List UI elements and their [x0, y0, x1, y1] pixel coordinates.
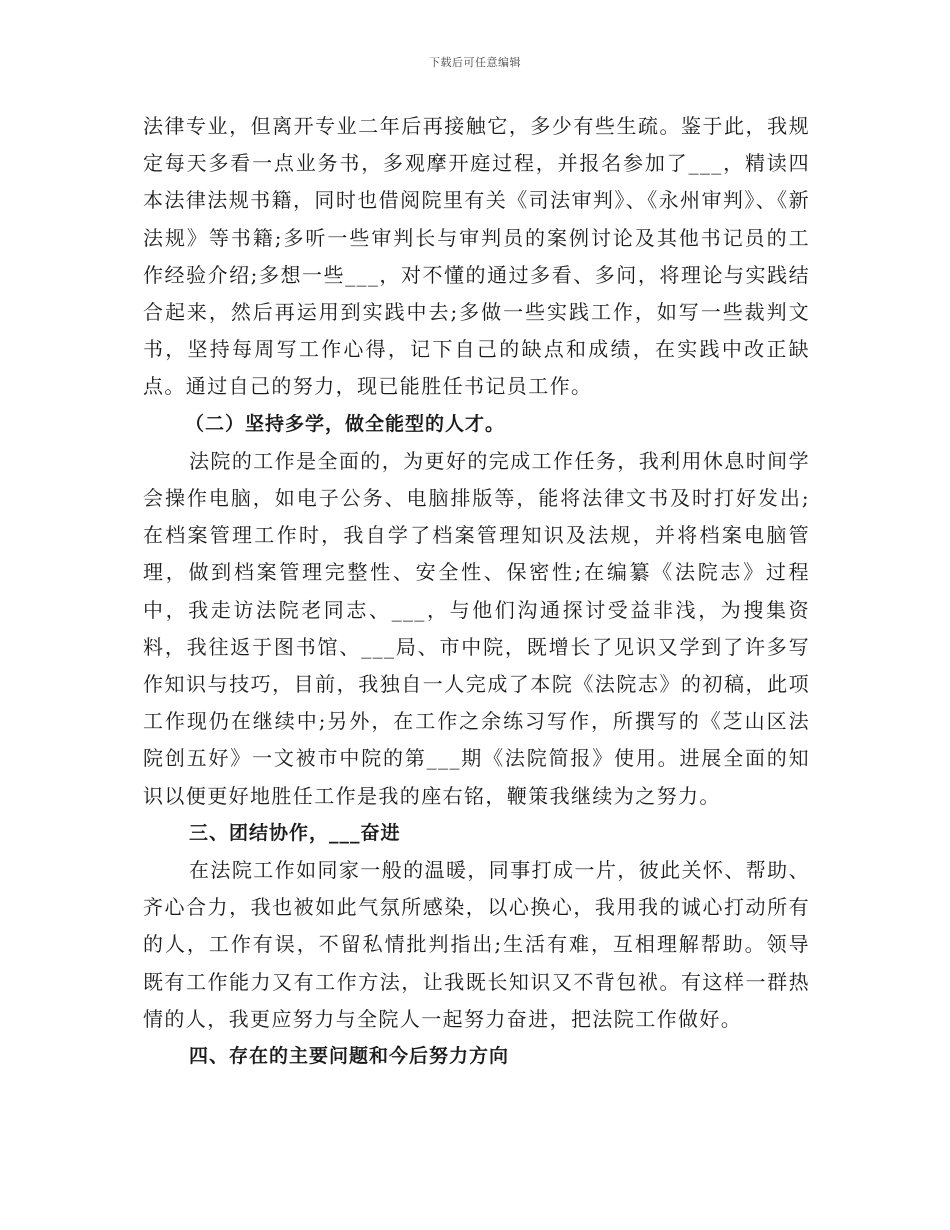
section-heading-learning: （二）坚持多学，做全能型的人才。	[185, 412, 506, 435]
paragraph-teamwork: 在法院工作如同家一般的温暖，同事打成一片，彼此关怀、帮助、齐心合力，我也被如此气氛所感染，以心换心，我用我的诚心打动所有的人，工作有误，不留私情批判指出;生活有难，互相理解帮助。领导既有工作能力又有工作方法，让我既长知识又不背包袱。有这样一群热情的人，我更应努力与全院人一起努力奋进，把法院工作做好。	[143, 858, 810, 1031]
section-heading-teamwork: 三、团结协作，___奋进	[189, 821, 401, 844]
paragraph-all-round-skills: 法院的工作是全面的，为更好的完成工作任务，我利用休息时间学会操作电脑，如电子公务、电脑排版等，能将法律文书及时打好发出;在档案管理工作时，我自学了档案管理知识及法规，并将档案电脑管理，做到档案管理完整性、安全性、保密性;在编纂《法院志》过程中，我走访法院老同志、___，与他们沟通探讨受益非浅，为搜集资料，我往返于图书馆、___局、市中院，既增长了见识又学到了许多写作知识与技巧，目前，我独自一人完成了本院《法院志》的初稿，此项工作现仍在继续中;另外，在工作之余练习写作，所撰写的《芝山区法院创五好》一文被市中院的第___期《法院简报》使用。进展全面的知识以便更好地胜任工作是我的座右铭，鞭策我继续为之努力。	[143, 448, 810, 808]
document-body	[143, 108, 810, 1075]
page-header: 下载后可任意编辑	[429, 56, 521, 69]
section-heading-problems: 四、存在的主要问题和今后努力方向	[189, 1045, 510, 1068]
paragraph-legal-study: 法律专业，但离开专业二年后再接触它，多少有些生疏。鉴于此，我规定每天多看一点业务书，多观摩开庭过程，并报名参加了___，精读四本法律法规书籍，同时也借阅院里有关《司法审判》、《永州审判》、《新法规》等书籍;多听一些审判长与审判员的案例讨论及其他书记员的工作经验介绍;多想一些___，对不懂的通过多看、多问，将理论与实践结合起来，然后再运用到实践中去;多做一些实践工作，如写一些裁判文书，坚持每周写工作心得，记下自己的缺点和成绩，在实践中改正缺点。通过自己的努力，现已能胜任书记员工作。	[143, 114, 810, 399]
